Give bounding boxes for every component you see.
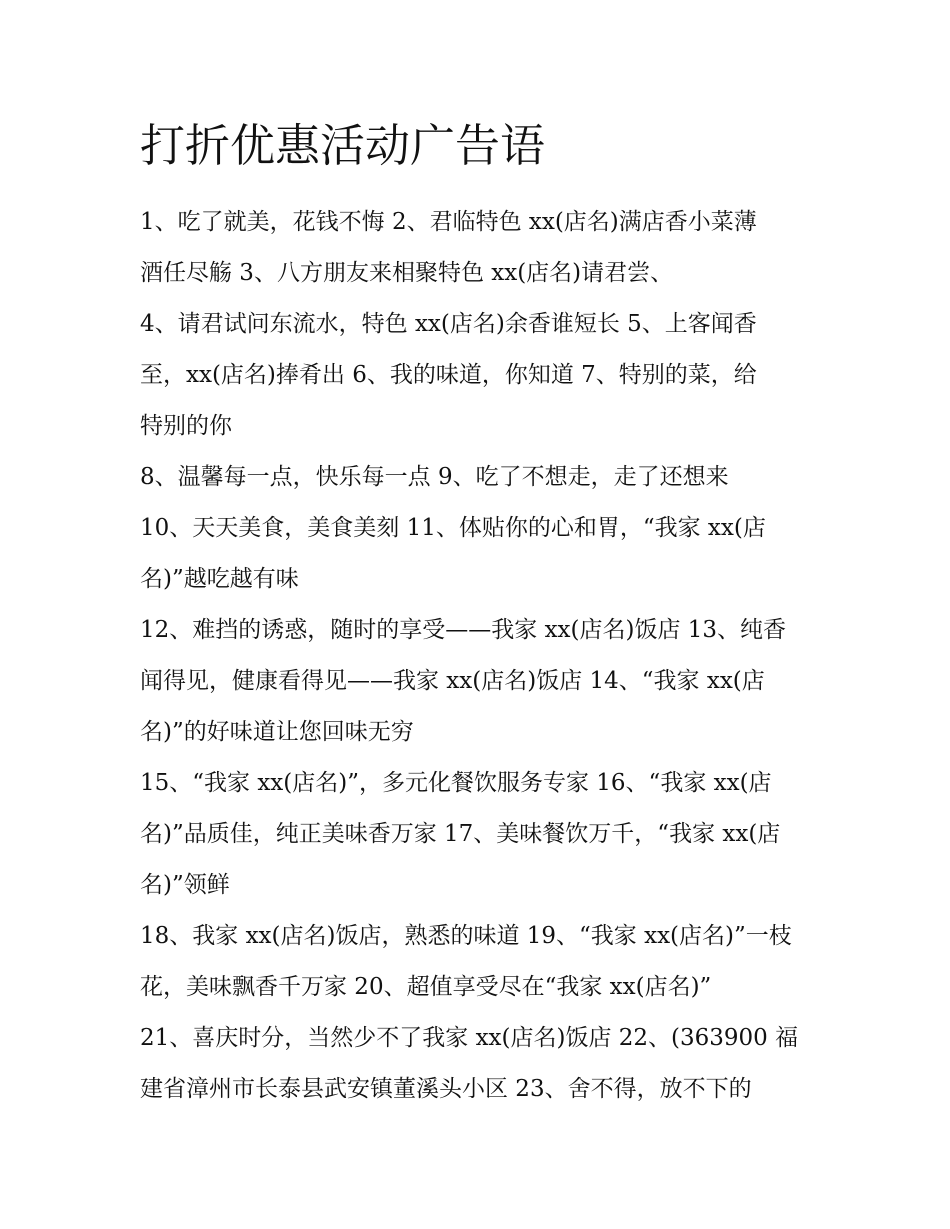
text-line: 12、难挡的诱惑，随时的享受——我家 xx(店名)饭店 13、纯香 xyxy=(140,617,787,643)
text-line: 8、温馨每一点，快乐每一点 9、吃了不想走，走了还想来 xyxy=(140,464,729,490)
text-line: 10、天天美食，美食美刻 11、体贴你的心和胃，“我家 xx(店 xyxy=(140,515,766,541)
text-line: 名)”领鲜 xyxy=(140,872,230,898)
text-line: 15、“我家 xx(店名)”，多元化餐饮服务专家 16、“我家 xx(店 xyxy=(140,770,772,796)
text-line: 建省漳州市长泰县武安镇董溪头小区 23、舍不得，放不下的 xyxy=(140,1076,752,1102)
text-line: 名)”越吃越有味 xyxy=(140,566,299,592)
text-line: 21、喜庆时分，当然少不了我家 xx(店名)饭店 22、(363900 福 xyxy=(140,1025,799,1051)
text-line: 1、吃了就美，花钱不悔 2、君临特色 xx(店名)满店香小菜薄 xyxy=(140,209,757,235)
text-line: 闻得见，健康看得见——我家 xx(店名)饭店 14、“我家 xx(店 xyxy=(140,668,765,694)
document-body xyxy=(140,197,810,1115)
text-line: 18、我家 xx(店名)饭店，熟悉的味道 19、“我家 xx(店名)”一枝 xyxy=(140,923,792,949)
text-line: 酒任尽觞 3、八方朋友来相聚特色 xx(店名)请君尝、 xyxy=(140,260,674,286)
text-line: 至，xx(店名)捧肴出 6、我的味道，你知道 7、特别的菜，给 xyxy=(140,362,757,388)
text-line: 花，美味飘香千万家 20、超值享受尽在“我家 xx(店名)” xyxy=(140,974,712,1000)
text-line: 4、请君试问东流水，特色 xx(店名)余香谁短长 5、上客闻香 xyxy=(140,311,757,337)
document-title: 打折优惠活动广告语 xyxy=(140,119,546,172)
text-line: 特别的你 xyxy=(140,413,232,439)
text-line: 名)”品质佳，纯正美味香万家 17、美味餐饮万千，“我家 xx(店 xyxy=(140,821,781,847)
text-line: 名)”的好味道让您回味无穷 xyxy=(140,719,414,745)
